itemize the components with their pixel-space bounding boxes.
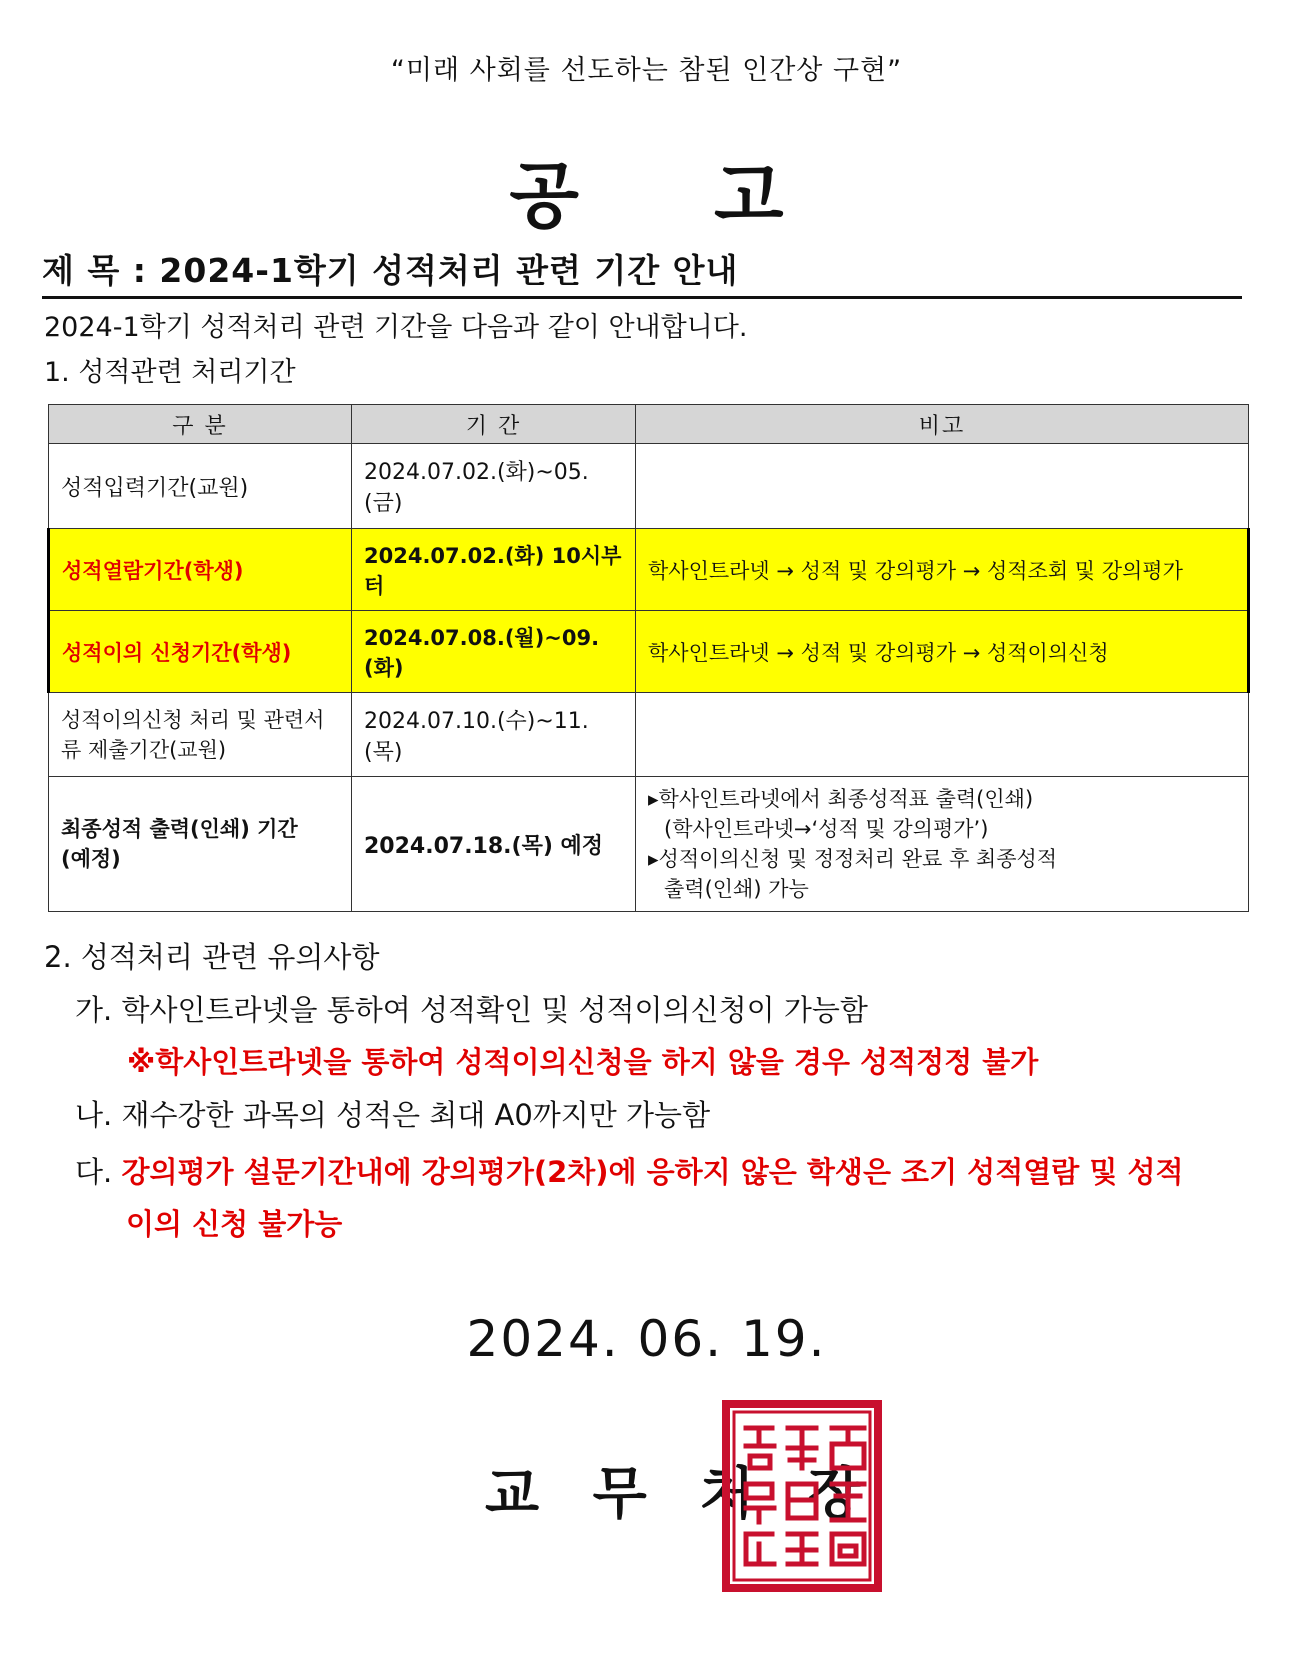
caution-item-c-prefix: 다. [75, 1155, 113, 1189]
row-period: 2024.07.18.(목) 예정 [352, 777, 636, 912]
notice-title: 공 고 [509, 154, 784, 238]
row-category: 성적열람기간(학생) [49, 529, 352, 611]
notice-date: 2024. 06. 19. [466, 1310, 827, 1368]
row-category: 성적이의 신청기간(학생) [49, 611, 352, 693]
row-period: 2024.07.08.(월)~09.(화) [352, 611, 636, 693]
caution-item-c-line1: 강의평가 설문기간내에 강의평가(2차)에 응하지 않은 학생은 조기 성적열람 및 성적 [121, 1155, 1184, 1189]
table-row [49, 777, 1249, 912]
note-bullet: ▸성적이의신청 및 정정처리 완료 후 최종성적 [648, 847, 1058, 871]
table-row [49, 444, 1249, 529]
table-row-highlight [49, 611, 1249, 693]
row-note [636, 777, 1249, 912]
table-row [49, 693, 1249, 777]
row-category-line: 성적이의신청 처리 및 관련서 [61, 707, 325, 732]
row-category: 성적입력기간(교원) [49, 444, 352, 529]
subject-line: 제 목 : 2024-1학기 성적처리 관련 기간 안내 [42, 251, 739, 290]
caution-item-a: 가. 학사인트라넷을 통하여 성적확인 및 성적이의신청이 가능함 [75, 993, 868, 1027]
row-note [636, 444, 1249, 529]
row-category [49, 777, 352, 912]
period-table [47, 404, 1250, 912]
table-header-row [49, 405, 1249, 444]
row-period: 2024.07.10.(수)~11.(목) [352, 693, 636, 777]
row-note: 학사인트라넷 → 성적 및 강의평가 → 성적조회 및 강의평가 [636, 529, 1249, 611]
subject-divider [42, 296, 1242, 299]
caution-warning: ※학사인트라넷을 통하여 성적이의신청을 하지 않을 경우 성적정정 불가 [127, 1045, 1039, 1079]
row-period: 2024.07.02.(화)~05.(금) [352, 444, 636, 529]
caution-item-c-line2: 이의 신청 불가능 [126, 1207, 343, 1241]
col-header-note: 비고 [636, 405, 1249, 444]
motto: “미래 사회를 선도하는 참된 인간상 구현” [390, 55, 903, 86]
col-header-category: 구 분 [49, 405, 352, 444]
row-period: 2024.07.02.(화) 10시부터 [352, 529, 636, 611]
intro-text: 2024-1학기 성적처리 관련 기간을 다음과 같이 안내합니다. [44, 312, 748, 343]
note-bullet-cont: 출력(인쇄) 가능 [664, 877, 809, 901]
note-bullet: ▸학사인트라넷에서 최종성적표 출력(인쇄) [648, 787, 1034, 811]
note-bullet-cont: (학사인트라넷→‘성적 및 강의평가’) [664, 817, 989, 841]
row-category-line: (예정) [61, 847, 121, 871]
col-header-period: 기 간 [352, 405, 636, 444]
row-category-line: 최종성적 출력(인쇄) 기간 [61, 817, 298, 841]
caution-item-c [75, 1146, 1250, 1250]
caution-item-b: 나. 재수강한 과목의 성적은 최대 A0까지만 가능함 [75, 1098, 711, 1132]
signer-name: 교 무 처 장 [485, 1462, 866, 1527]
row-note: 학사인트라넷 → 성적 및 강의평가 → 성적이의신청 [636, 611, 1249, 693]
table-row-highlight [49, 529, 1249, 611]
row-category [49, 693, 352, 777]
official-seal-icon [722, 1400, 882, 1592]
row-note [636, 693, 1249, 777]
section1-title: 1. 성적관련 처리기간 [44, 357, 296, 388]
row-category-line: 류 제출기간(교원) [61, 737, 227, 762]
section2-title: 2. 성적처리 관련 유의사항 [44, 940, 380, 974]
